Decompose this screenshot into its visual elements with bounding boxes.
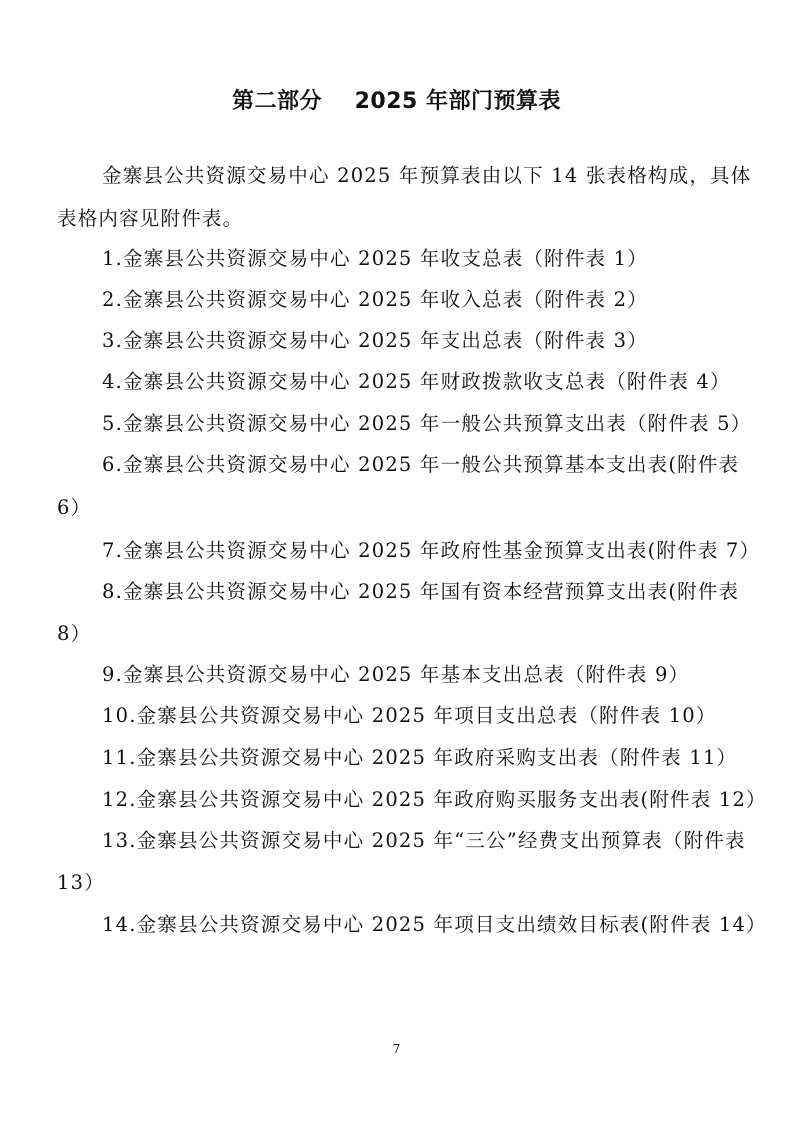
intro-paragraph-line-1: 金寨县公共资源交易中心 2025 年预算表由以下 14 张表格构成，具体 xyxy=(102,164,752,187)
intro-paragraph-line-2: 表格内容见附件表。 xyxy=(57,207,244,230)
list-item-1: 1.金寨县公共资源交易中心 2025 年收支总表（附件表 1） xyxy=(102,247,648,270)
list-item-8-continuation: 8） xyxy=(57,622,92,645)
list-item-13-continuation: 13） xyxy=(57,871,105,894)
page-title: 第二部分 2025 年部门预算表 xyxy=(231,89,562,114)
list-item-11: 11.金寨县公共资源交易中心 2025 年政府采购支出表（附件表 11） xyxy=(102,746,738,769)
list-item-3: 3.金寨县公共资源交易中心 2025 年支出总表（附件表 3） xyxy=(102,329,648,352)
list-item-6: 6.金寨县公共资源交易中心 2025 年一般公共预算基本支出表(附件表 xyxy=(102,453,740,476)
list-item-7: 7.金寨县公共资源交易中心 2025 年政府性基金预算支出表(附件表 7） xyxy=(102,539,761,562)
list-item-4: 4.金寨县公共资源交易中心 2025 年财政拨款收支总表（附件表 4） xyxy=(102,370,731,393)
list-item-8: 8.金寨县公共资源交易中心 2025 年国有资本经营预算支出表(附件表 xyxy=(102,580,740,603)
list-item-12: 12.金寨县公共资源交易中心 2025 年政府购买服务支出表(附件表 12） xyxy=(102,788,767,811)
list-item-13: 13.金寨县公共资源交易中心 2025 年“三公”经费支出预算表（附件表 xyxy=(102,829,746,852)
list-item-2: 2.金寨县公共资源交易中心 2025 年收入总表（附件表 2） xyxy=(102,288,648,311)
list-item-14: 14.金寨县公共资源交易中心 2025 年项目支出绩效目标表(附件表 14） xyxy=(102,913,767,936)
list-item-6-continuation: 6） xyxy=(57,496,92,519)
page-number: 7 xyxy=(392,1042,401,1056)
list-item-5: 5.金寨县公共资源交易中心 2025 年一般公共预算支出表（附件表 5） xyxy=(102,412,752,435)
list-item-9: 9.金寨县公共资源交易中心 2025 年基本支出总表（附件表 9） xyxy=(102,663,690,686)
list-item-10: 10.金寨县公共资源交易中心 2025 年项目支出总表（附件表 10） xyxy=(102,704,717,727)
